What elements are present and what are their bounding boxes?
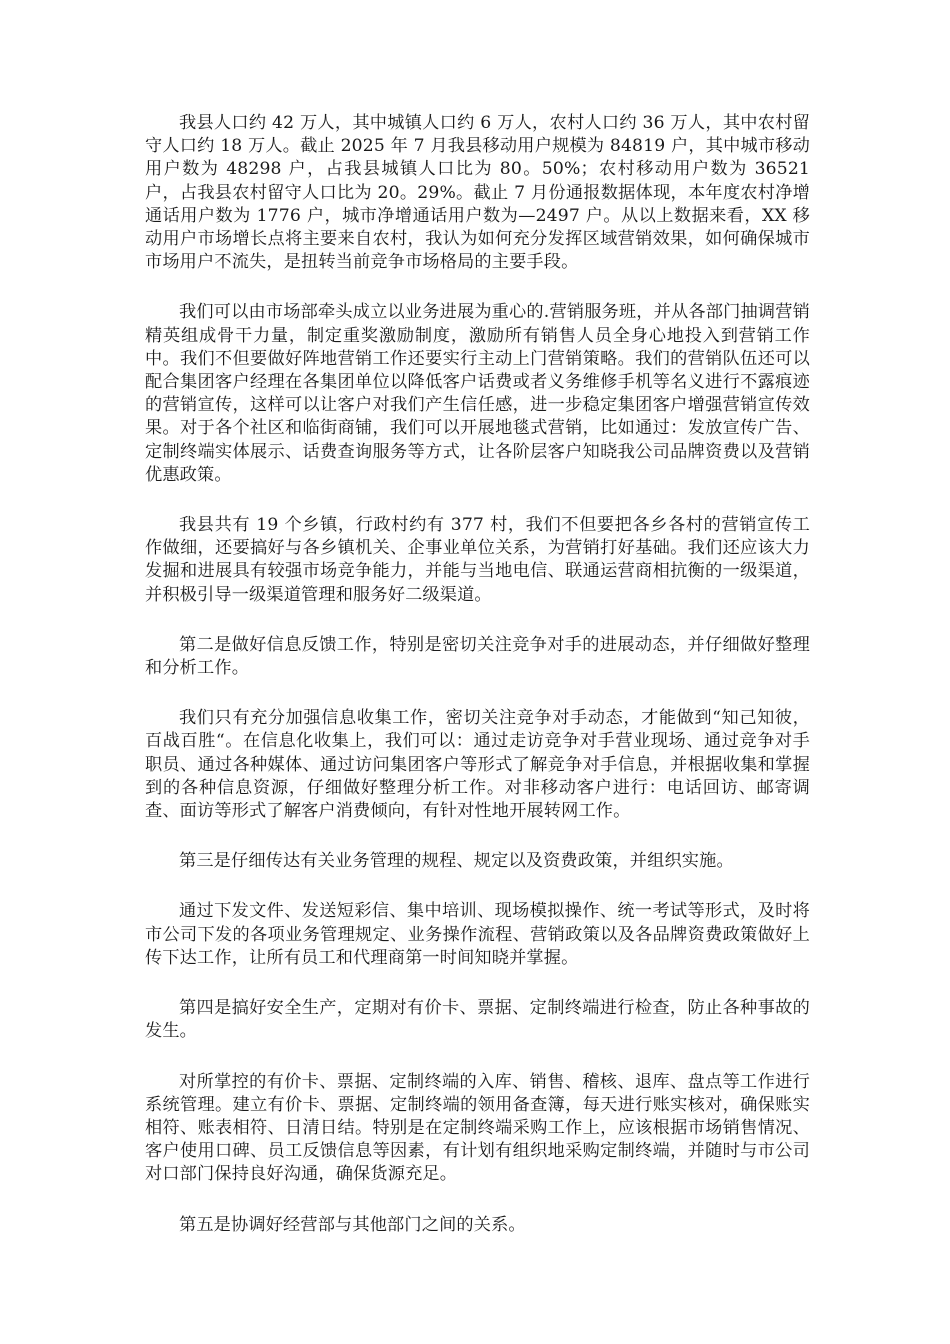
heading-fifth-point: 第五是协调好经营部与其他部门之间的关系。 [179,1214,526,1235]
heading-second-point: 第二是做好信息反馈工作，特别是密切关注竞争对手的进展动态，并仔细做好整理和分析工作。 [145,634,810,679]
heading-fourth-point: 第四是搞好安全生产，定期对有价卡、票据、定制终端进行检查，防止各种事故的发生。 [145,998,810,1042]
paragraph-township-channels: 我县共有 19 个乡镇，行政村约有 377 村，我们不但要把各乡各村的营销宣传工作做细，还要搞好与各乡镇机关、企事业单位关系，为营销打好基础。我们还应该大力发掘和进展具有较强市场竞争能力，并能与当地电信、联通运营商相抗衡的一级渠道，并积极引导一级渠道管理和服务好二级渠道。 [145,515,810,605]
paragraph-information-collection: 我们只有充分加强信息收集工作，密切关注竞争对手动态，才能做到“知己知彼，百战百胜“。在信息化收集上，我们可以：通过走访竞争对手营业现场、通过竞争对手职员、通过各种媒体、通过访问集团客户等形式了解竞争对手信息，并根据收集和掌握到的各种信息资源，仔细做好整理分析工作。对非移动客户进行：电话回访、邮寄调查、面访等形式了解客户消费倾向，有针对性地开展转网工作。 [145,708,810,822]
paragraph-inventory-management: 对所掌控的有价卡、票据、定制终端的入库、销售、稽核、退库、盘点等工作进行系统管理。建立有价卡、票据、定制终端的领用备查簿，每天进行账实核对，确保账实相符、账表相符、日清日结。特别是在定制终端采购工作上，应该根据市场销售情况、客户使用口碑、员工反馈信息等因素，有计划有组织地采购定制终端，并随时与市公司对口部门保持良好沟通，确保货源充足。 [145,1071,810,1185]
paragraph-marketing-team: 我们可以由市场部牵头成立以业务进展为重心的.营销服务班，并从各部门抽调营销精英组成骨干力量，制定重奖激励制度，激励所有销售人员全身心地投入到营销工作中。我们不但要做好阵地营销工作还要实行主动上门营销策略。我们的营销队伍还可以配合集团客户经理在各集团单位以降低客户话费或者义务维修手机等名义进行不露痕迹的营销宣传，这样可以让客户对我们产生信任感，进一步稳定集团客户增强营销宣传效果。对于各个社区和临街商铺，我们可以开展地毯式营销，比如通过：发放宣传广告、定制终端实体展示、话费查询服务等方式，让各阶层客户知晓我公司品牌资费以及营销优惠政策。 [145,302,810,485]
paragraph-policy-communication: 通过下发文件、发送短彩信、集中培训、现场模拟操作、统一考试等形式，及时将市公司下发的各项业务管理规定、业务操作流程、营销政策以及各品牌资费政策做好上传下达工作，让所有员工和代理商第一时间知晓并掌握。 [145,901,810,968]
paragraph-population: 我县人口约 42 万人，其中城镇人口约 6 万人，农村人口约 36 万人，其中农村留守人口约 18 万人。截止 2025 年 7 月我县移动用户规模为 84819 户，其中城市移动用户数为 48298 户，占我县城镇人口比为 80。50%；农村移动用户数为 36521 户，占我县农村留守人口比为 20。29%。截止 7 月份通报数据体现，本年度农村净增通话用户数为 1776 户，城市净增通话用户数为—2497 户。从以上数据来看，XX 移动用户市场增长点将主要来自农村，我认为如何充分发挥区域营销效果，如何确保城市市场用户不流失，是扭转当前竞争市场格局的主要手段。 [145,113,810,273]
heading-third-point: 第三是仔细传达有关业务管理的规程、规定以及资费政策，并组织实施。 [179,851,734,872]
document-body [145,112,810,1264]
